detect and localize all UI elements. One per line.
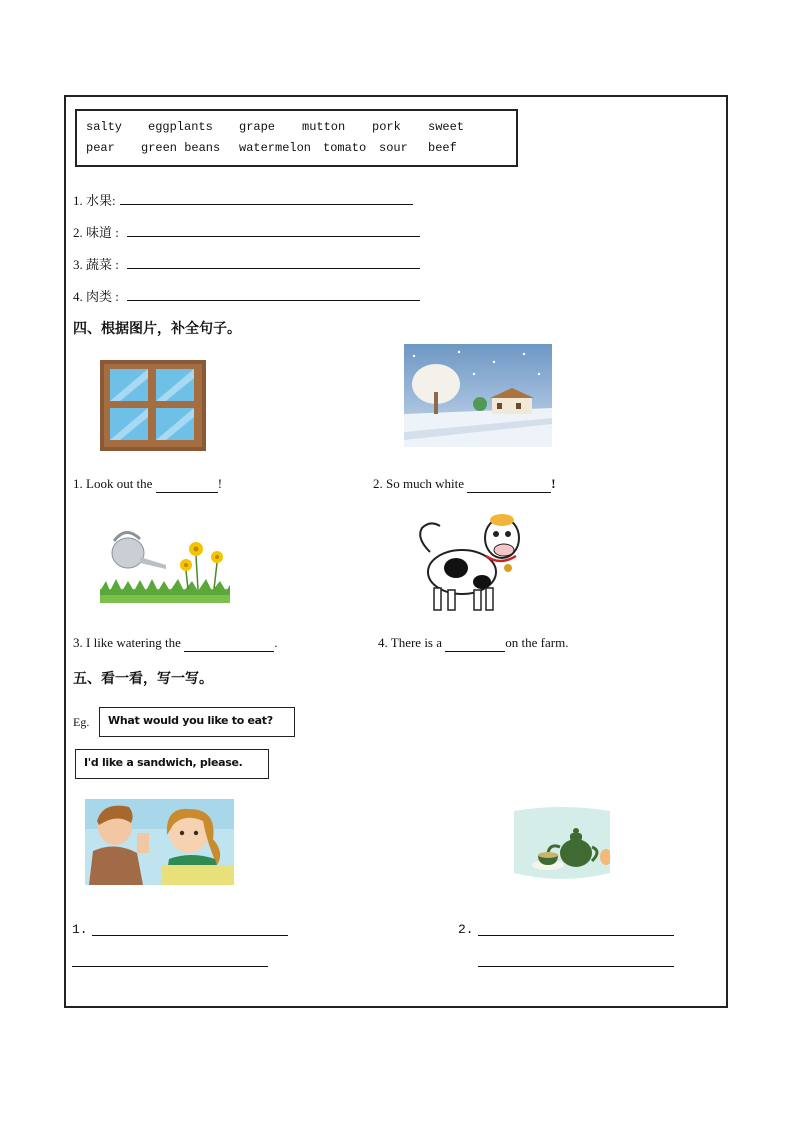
word-tomato: tomato	[323, 141, 367, 155]
answer-2-line-b[interactable]	[478, 966, 674, 967]
sentence-4-end: on the farm.	[505, 635, 569, 650]
category-label: 蔬菜 :	[86, 257, 119, 272]
meat-answer-line[interactable]	[127, 300, 420, 301]
vegetable-answer-line[interactable]	[127, 268, 420, 269]
sentence-1	[73, 476, 222, 493]
section4-title: 四、根据图片，补全句子。	[73, 321, 241, 337]
sentence-2-text: 2. So much white	[373, 476, 464, 491]
sentence-3	[73, 635, 277, 652]
category-number: 2.	[73, 225, 83, 240]
sentence-1-end: !	[217, 476, 223, 491]
answer-1-line-a[interactable]	[92, 935, 288, 936]
word-green-beans: green beans	[141, 141, 221, 155]
sentence-2	[373, 476, 556, 493]
category-meat	[73, 286, 119, 305]
snow-scene-image	[404, 344, 552, 447]
word-sweet: sweet	[428, 120, 465, 134]
sentence-4-text: 4. There is a	[378, 635, 443, 650]
window-image	[98, 358, 208, 453]
word-sour: sour	[379, 141, 408, 155]
sentence-2-end: !	[551, 476, 556, 491]
garden-watering-image	[100, 525, 230, 607]
answer-1-line-b[interactable]	[72, 966, 268, 967]
answer-bubble: I'd like a sandwich, please.	[75, 749, 269, 779]
sentence-3-text: 3. I like watering the	[73, 635, 181, 650]
word-watermelon: watermelon	[239, 141, 312, 155]
word-bank-box	[75, 109, 518, 167]
children-talking-image	[85, 799, 234, 885]
category-number: 3.	[73, 257, 83, 272]
category-fruit	[73, 190, 116, 209]
sentence-3-blank[interactable]	[184, 635, 274, 652]
answer-2-number: 2.	[458, 922, 474, 937]
category-vegetable	[73, 254, 119, 273]
question-bubble: What would you like to eat?	[99, 707, 295, 737]
word-salty: salty	[86, 120, 123, 134]
answer-1-number: 1.	[72, 922, 88, 937]
word-pear: pear	[86, 141, 115, 155]
sentence-4-blank[interactable]	[445, 635, 505, 652]
word-grape: grape	[239, 120, 276, 134]
word-pork: pork	[372, 120, 401, 134]
sentence-1-text: 1. Look out the	[73, 476, 153, 491]
section5-title: 五、看一看，写一写。	[73, 671, 213, 687]
category-label: 水果:	[86, 193, 116, 208]
category-number: 1.	[73, 193, 83, 208]
word-eggplants: eggplants	[148, 120, 213, 134]
answer-2-line-a[interactable]	[478, 935, 674, 936]
category-label: 肉类 :	[86, 289, 119, 304]
category-label: 味道 :	[86, 225, 119, 240]
cow-image	[416, 508, 524, 618]
category-taste	[73, 222, 119, 241]
fruit-answer-line[interactable]	[120, 204, 413, 205]
category-number: 4.	[73, 289, 83, 304]
sentence-1-blank[interactable]	[156, 476, 218, 493]
sentence-2-blank[interactable]	[467, 476, 551, 493]
teapot-image	[514, 803, 610, 885]
sentence-4	[378, 635, 568, 652]
taste-answer-line[interactable]	[127, 236, 420, 237]
word-beef: beef	[428, 141, 457, 155]
sentence-3-end: .	[274, 635, 278, 650]
eg-label: Eg.	[73, 715, 90, 729]
word-mutton: mutton	[302, 120, 346, 134]
